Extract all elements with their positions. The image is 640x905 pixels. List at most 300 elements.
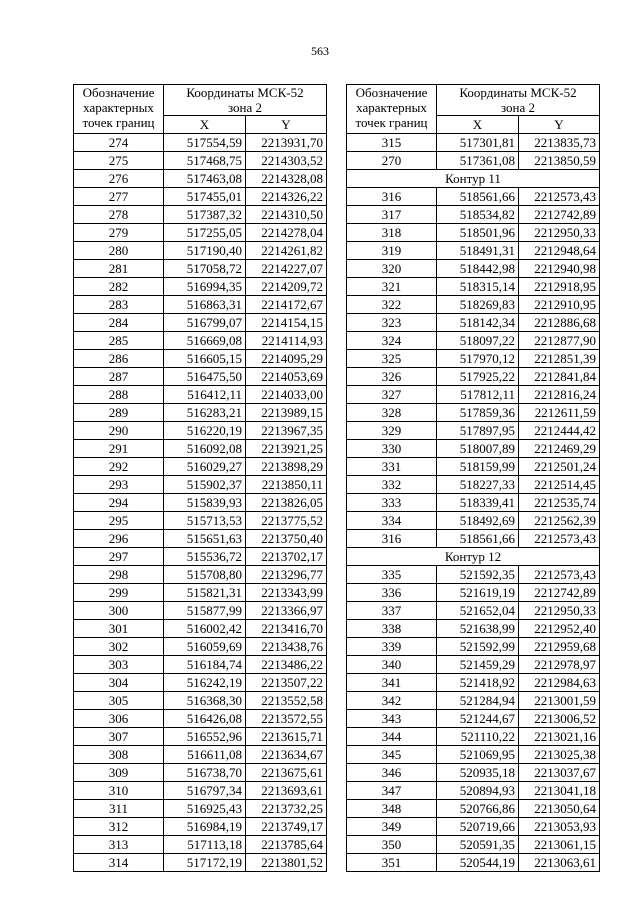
x-coordinate: 518492,69: [437, 512, 519, 530]
table-row: [74, 620, 327, 638]
x-coordinate: 518534,82: [437, 206, 519, 224]
point-id: 307: [74, 728, 164, 746]
table-row: [347, 314, 600, 332]
y-coordinate: 2212535,74: [519, 494, 600, 512]
x-coordinate: 515651,63: [164, 530, 246, 548]
table-row: [74, 566, 327, 584]
point-id: 319: [347, 242, 437, 260]
y-coordinate: 2212841,84: [519, 368, 600, 386]
point-id: 333: [347, 494, 437, 512]
y-coordinate: 2213785,64: [246, 836, 327, 854]
x-coordinate: 518442,98: [437, 260, 519, 278]
table-row: [347, 386, 600, 404]
coordinates-table-right: [346, 84, 600, 872]
x-coordinate: 516184,74: [164, 656, 246, 674]
y-coordinate: 2212514,45: [519, 476, 600, 494]
table-row: [347, 494, 600, 512]
y-coordinate: 2213021,16: [519, 728, 600, 746]
y-coordinate: 2213749,17: [246, 818, 327, 836]
table-row: [347, 512, 600, 530]
table-row: [347, 530, 600, 548]
table-row: [347, 368, 600, 386]
table-row: [347, 674, 600, 692]
table-row: [347, 242, 600, 260]
table-row: [74, 818, 327, 836]
table-row: [347, 188, 600, 206]
point-id: 324: [347, 332, 437, 350]
x-coordinate: 516799,07: [164, 314, 246, 332]
point-id: 335: [347, 566, 437, 584]
point-id: 321: [347, 278, 437, 296]
table-row: [347, 656, 600, 674]
x-coordinate: 516220,19: [164, 422, 246, 440]
table-row: [347, 710, 600, 728]
point-id: 331: [347, 458, 437, 476]
point-id: 328: [347, 404, 437, 422]
header-coordinates: Координаты МСК-52 зона 2: [437, 85, 600, 116]
point-id: 348: [347, 800, 437, 818]
table-row: [74, 476, 327, 494]
point-id: 296: [74, 530, 164, 548]
table-row: [74, 800, 327, 818]
x-coordinate: 518097,22: [437, 332, 519, 350]
y-coordinate: 2214053,69: [246, 368, 327, 386]
x-coordinate: 517859,36: [437, 404, 519, 422]
table-row: [347, 404, 600, 422]
y-coordinate: 2214154,15: [246, 314, 327, 332]
y-coordinate: 2212562,39: [519, 512, 600, 530]
table-row: [347, 332, 600, 350]
y-coordinate: 2214328,08: [246, 170, 327, 188]
x-coordinate: 520591,35: [437, 836, 519, 854]
table-row: [74, 548, 327, 566]
point-id: 317: [347, 206, 437, 224]
contour-row: [347, 548, 600, 566]
y-coordinate: 2212573,43: [519, 188, 600, 206]
header-y: Y: [519, 116, 600, 134]
point-id: 334: [347, 512, 437, 530]
point-id: 349: [347, 818, 437, 836]
x-coordinate: 521652,04: [437, 602, 519, 620]
table-row: [347, 440, 600, 458]
y-coordinate: 2212918,95: [519, 278, 600, 296]
table-row: [347, 800, 600, 818]
table-row: [74, 152, 327, 170]
y-coordinate: 2214261,82: [246, 242, 327, 260]
y-coordinate: 2213702,17: [246, 548, 327, 566]
y-coordinate: 2213572,55: [246, 710, 327, 728]
table-row: [347, 692, 600, 710]
point-id: 270: [347, 152, 437, 170]
point-id: 316: [347, 530, 437, 548]
y-coordinate: 2213050,64: [519, 800, 600, 818]
point-id: 306: [74, 710, 164, 728]
point-id: 290: [74, 422, 164, 440]
table-row: [74, 422, 327, 440]
table-row: [74, 260, 327, 278]
y-coordinate: 2214303,52: [246, 152, 327, 170]
x-coordinate: 521244,67: [437, 710, 519, 728]
x-coordinate: 517058,72: [164, 260, 246, 278]
x-coordinate: 521592,99: [437, 638, 519, 656]
table-row: [74, 386, 327, 404]
x-coordinate: 516426,08: [164, 710, 246, 728]
y-coordinate: 2212742,89: [519, 584, 600, 602]
y-coordinate: 2213775,52: [246, 512, 327, 530]
point-id: 341: [347, 674, 437, 692]
y-coordinate: 2212950,33: [519, 224, 600, 242]
point-id: 314: [74, 854, 164, 872]
point-id: 287: [74, 368, 164, 386]
point-id: 297: [74, 548, 164, 566]
point-id: 293: [74, 476, 164, 494]
y-coordinate: 2212877,90: [519, 332, 600, 350]
point-id: 284: [74, 314, 164, 332]
point-id: 322: [347, 296, 437, 314]
y-coordinate: 2213931,70: [246, 134, 327, 152]
x-coordinate: 516059,69: [164, 638, 246, 656]
y-coordinate: 2213634,67: [246, 746, 327, 764]
y-coordinate: 2212948,64: [519, 242, 600, 260]
point-id: 326: [347, 368, 437, 386]
point-id: 351: [347, 854, 437, 872]
table-row: [347, 854, 600, 872]
x-coordinate: 518501,96: [437, 224, 519, 242]
table-row: [347, 224, 600, 242]
y-coordinate: 2213296,77: [246, 566, 327, 584]
table-row: [347, 152, 600, 170]
x-coordinate: 516925,43: [164, 800, 246, 818]
x-coordinate: 521284,94: [437, 692, 519, 710]
point-id: 345: [347, 746, 437, 764]
page-number: 563: [311, 44, 329, 58]
x-coordinate: 521619,19: [437, 584, 519, 602]
point-id: 342: [347, 692, 437, 710]
y-coordinate: 2212940,98: [519, 260, 600, 278]
y-coordinate: 2212978,97: [519, 656, 600, 674]
y-coordinate: 2213025,38: [519, 746, 600, 764]
point-id: 330: [347, 440, 437, 458]
y-coordinate: 2213343,99: [246, 584, 327, 602]
x-coordinate: 517925,22: [437, 368, 519, 386]
table-row: [347, 458, 600, 476]
point-id: 283: [74, 296, 164, 314]
table-row: [347, 782, 600, 800]
table-row: [74, 440, 327, 458]
header-coordinates: Координаты МСК-52 зона 2: [164, 85, 327, 116]
y-coordinate: 2213835,73: [519, 134, 600, 152]
y-coordinate: 2213693,61: [246, 782, 327, 800]
point-id: 279: [74, 224, 164, 242]
x-coordinate: 516669,08: [164, 332, 246, 350]
table-row: [74, 332, 327, 350]
point-id: 302: [74, 638, 164, 656]
y-coordinate: 2214310,50: [246, 206, 327, 224]
table-row: [74, 854, 327, 872]
x-coordinate: 521069,95: [437, 746, 519, 764]
y-coordinate: 2212851,39: [519, 350, 600, 368]
x-coordinate: 515708,80: [164, 566, 246, 584]
point-id: 338: [347, 620, 437, 638]
table-row: [74, 242, 327, 260]
table-row: [74, 296, 327, 314]
point-id: 304: [74, 674, 164, 692]
point-id: 286: [74, 350, 164, 368]
y-coordinate: 2213801,52: [246, 854, 327, 872]
table-row: [74, 206, 327, 224]
header-x: X: [164, 116, 246, 134]
x-coordinate: 518142,34: [437, 314, 519, 332]
x-coordinate: 520935,18: [437, 764, 519, 782]
point-id: 312: [74, 818, 164, 836]
x-coordinate: 516552,96: [164, 728, 246, 746]
x-coordinate: 516984,19: [164, 818, 246, 836]
y-coordinate: 2214227,07: [246, 260, 327, 278]
x-coordinate: 516092,08: [164, 440, 246, 458]
x-coordinate: 517255,05: [164, 224, 246, 242]
table-row: [347, 350, 600, 368]
x-coordinate: 518491,31: [437, 242, 519, 260]
y-coordinate: 2213989,15: [246, 404, 327, 422]
point-id: 294: [74, 494, 164, 512]
point-id: 337: [347, 602, 437, 620]
point-id: 308: [74, 746, 164, 764]
x-coordinate: 520894,93: [437, 782, 519, 800]
y-coordinate: 2213001,59: [519, 692, 600, 710]
y-coordinate: 2212910,95: [519, 296, 600, 314]
table-row: [347, 134, 600, 152]
table-row: [74, 584, 327, 602]
point-id: 309: [74, 764, 164, 782]
contour-label: Контур 11: [347, 170, 600, 188]
point-id: 311: [74, 800, 164, 818]
table-row: [347, 566, 600, 584]
y-coordinate: 2214095,29: [246, 350, 327, 368]
table-row: [74, 602, 327, 620]
y-coordinate: 2212950,33: [519, 602, 600, 620]
table-row: [74, 188, 327, 206]
x-coordinate: 517554,59: [164, 134, 246, 152]
x-coordinate: 518339,41: [437, 494, 519, 512]
y-coordinate: 2213675,61: [246, 764, 327, 782]
point-id: 276: [74, 170, 164, 188]
point-id: 320: [347, 260, 437, 278]
point-id: 329: [347, 422, 437, 440]
point-id: 323: [347, 314, 437, 332]
y-coordinate: 2213615,71: [246, 728, 327, 746]
table-row: [74, 836, 327, 854]
point-id: 310: [74, 782, 164, 800]
y-coordinate: 2212573,43: [519, 530, 600, 548]
table-row: [74, 764, 327, 782]
y-coordinate: 2214278,04: [246, 224, 327, 242]
contour-row: [347, 170, 600, 188]
y-coordinate: 2212952,40: [519, 620, 600, 638]
point-id: 289: [74, 404, 164, 422]
header-point-designation: Обозначение характерных точек границ: [74, 85, 164, 134]
x-coordinate: 520719,66: [437, 818, 519, 836]
y-coordinate: 2213507,22: [246, 674, 327, 692]
header-y: Y: [246, 116, 327, 134]
table-row: [74, 404, 327, 422]
x-coordinate: 521459,29: [437, 656, 519, 674]
x-coordinate: 518561,66: [437, 188, 519, 206]
x-coordinate: 516994,35: [164, 278, 246, 296]
table-row: [74, 638, 327, 656]
x-coordinate: 518269,83: [437, 296, 519, 314]
y-coordinate: 2213921,25: [246, 440, 327, 458]
point-id: 316: [347, 188, 437, 206]
x-coordinate: 516283,21: [164, 404, 246, 422]
point-id: 280: [74, 242, 164, 260]
x-coordinate: 517970,12: [437, 350, 519, 368]
table-row: [74, 512, 327, 530]
x-coordinate: 521110,22: [437, 728, 519, 746]
y-coordinate: 2213416,70: [246, 620, 327, 638]
table-row: [74, 368, 327, 386]
x-coordinate: 515821,31: [164, 584, 246, 602]
y-coordinate: 2212444,42: [519, 422, 600, 440]
y-coordinate: 2213061,15: [519, 836, 600, 854]
table-row: [74, 170, 327, 188]
y-coordinate: 2212742,89: [519, 206, 600, 224]
x-coordinate: 521592,35: [437, 566, 519, 584]
table-row: [74, 530, 327, 548]
x-coordinate: 517387,32: [164, 206, 246, 224]
x-coordinate: 516002,42: [164, 620, 246, 638]
x-coordinate: 518315,14: [437, 278, 519, 296]
x-coordinate: 517812,11: [437, 386, 519, 404]
point-id: 288: [74, 386, 164, 404]
y-coordinate: 2214326,22: [246, 188, 327, 206]
y-coordinate: 2213438,76: [246, 638, 327, 656]
point-id: 291: [74, 440, 164, 458]
x-coordinate: 516797,34: [164, 782, 246, 800]
y-coordinate: 2212886,68: [519, 314, 600, 332]
y-coordinate: 2213006,52: [519, 710, 600, 728]
table-row: [347, 836, 600, 854]
x-coordinate: 515877,99: [164, 602, 246, 620]
x-coordinate: 520544,19: [437, 854, 519, 872]
y-coordinate: 2212469,29: [519, 440, 600, 458]
x-coordinate: 517897,95: [437, 422, 519, 440]
point-id: 346: [347, 764, 437, 782]
y-coordinate: 2213486,22: [246, 656, 327, 674]
x-coordinate: 516611,08: [164, 746, 246, 764]
y-coordinate: 2212501,24: [519, 458, 600, 476]
x-coordinate: 518159,99: [437, 458, 519, 476]
table-row: [74, 278, 327, 296]
table-row: [347, 638, 600, 656]
table-row: [347, 206, 600, 224]
x-coordinate: 517190,40: [164, 242, 246, 260]
x-coordinate: 520766,86: [437, 800, 519, 818]
y-coordinate: 2213826,05: [246, 494, 327, 512]
table-row: [347, 476, 600, 494]
point-id: 292: [74, 458, 164, 476]
y-coordinate: 2212959,68: [519, 638, 600, 656]
coordinates-table-left: [73, 84, 327, 872]
y-coordinate: 2213037,67: [519, 764, 600, 782]
point-id: 336: [347, 584, 437, 602]
point-id: 318: [347, 224, 437, 242]
x-coordinate: 517172,19: [164, 854, 246, 872]
y-coordinate: 2214172,67: [246, 296, 327, 314]
y-coordinate: 2213850,59: [519, 152, 600, 170]
y-coordinate: 2213041,18: [519, 782, 600, 800]
table-row: [74, 782, 327, 800]
y-coordinate: 2212984,63: [519, 674, 600, 692]
point-id: 295: [74, 512, 164, 530]
y-coordinate: 2213750,40: [246, 530, 327, 548]
point-id: 298: [74, 566, 164, 584]
table-row: [74, 746, 327, 764]
point-id: 299: [74, 584, 164, 602]
x-coordinate: 516605,15: [164, 350, 246, 368]
y-coordinate: 2212816,24: [519, 386, 600, 404]
x-coordinate: 517301,81: [437, 134, 519, 152]
point-id: 315: [347, 134, 437, 152]
y-coordinate: 2213063,61: [519, 854, 600, 872]
x-coordinate: 517455,01: [164, 188, 246, 206]
table-row: [74, 314, 327, 332]
table-row: [347, 764, 600, 782]
x-coordinate: 516412,11: [164, 386, 246, 404]
point-id: 343: [347, 710, 437, 728]
point-id: 303: [74, 656, 164, 674]
table-row: [347, 260, 600, 278]
table-row: [74, 728, 327, 746]
table-row: [347, 278, 600, 296]
y-coordinate: 2212611,59: [519, 404, 600, 422]
x-coordinate: 521638,99: [437, 620, 519, 638]
point-id: 275: [74, 152, 164, 170]
x-coordinate: 518007,89: [437, 440, 519, 458]
table-row: [74, 134, 327, 152]
point-id: 278: [74, 206, 164, 224]
y-coordinate: 2212573,43: [519, 566, 600, 584]
y-coordinate: 2214209,72: [246, 278, 327, 296]
table-row: [347, 620, 600, 638]
table-row: [74, 674, 327, 692]
y-coordinate: 2213967,35: [246, 422, 327, 440]
x-coordinate: 516242,19: [164, 674, 246, 692]
y-coordinate: 2213366,97: [246, 602, 327, 620]
point-id: 325: [347, 350, 437, 368]
header-x: X: [437, 116, 519, 134]
x-coordinate: 517361,08: [437, 152, 519, 170]
point-id: 301: [74, 620, 164, 638]
point-id: 305: [74, 692, 164, 710]
table-row: [347, 296, 600, 314]
x-coordinate: 518227,33: [437, 476, 519, 494]
table-row: [347, 728, 600, 746]
point-id: 277: [74, 188, 164, 206]
point-id: 281: [74, 260, 164, 278]
x-coordinate: 517113,18: [164, 836, 246, 854]
table-row: [74, 494, 327, 512]
table-row: [74, 350, 327, 368]
point-id: 327: [347, 386, 437, 404]
x-coordinate: 516368,30: [164, 692, 246, 710]
x-coordinate: 521418,92: [437, 674, 519, 692]
x-coordinate: 516863,31: [164, 296, 246, 314]
table-row: [74, 656, 327, 674]
x-coordinate: 515713,53: [164, 512, 246, 530]
point-id: 300: [74, 602, 164, 620]
point-id: 332: [347, 476, 437, 494]
point-id: 274: [74, 134, 164, 152]
